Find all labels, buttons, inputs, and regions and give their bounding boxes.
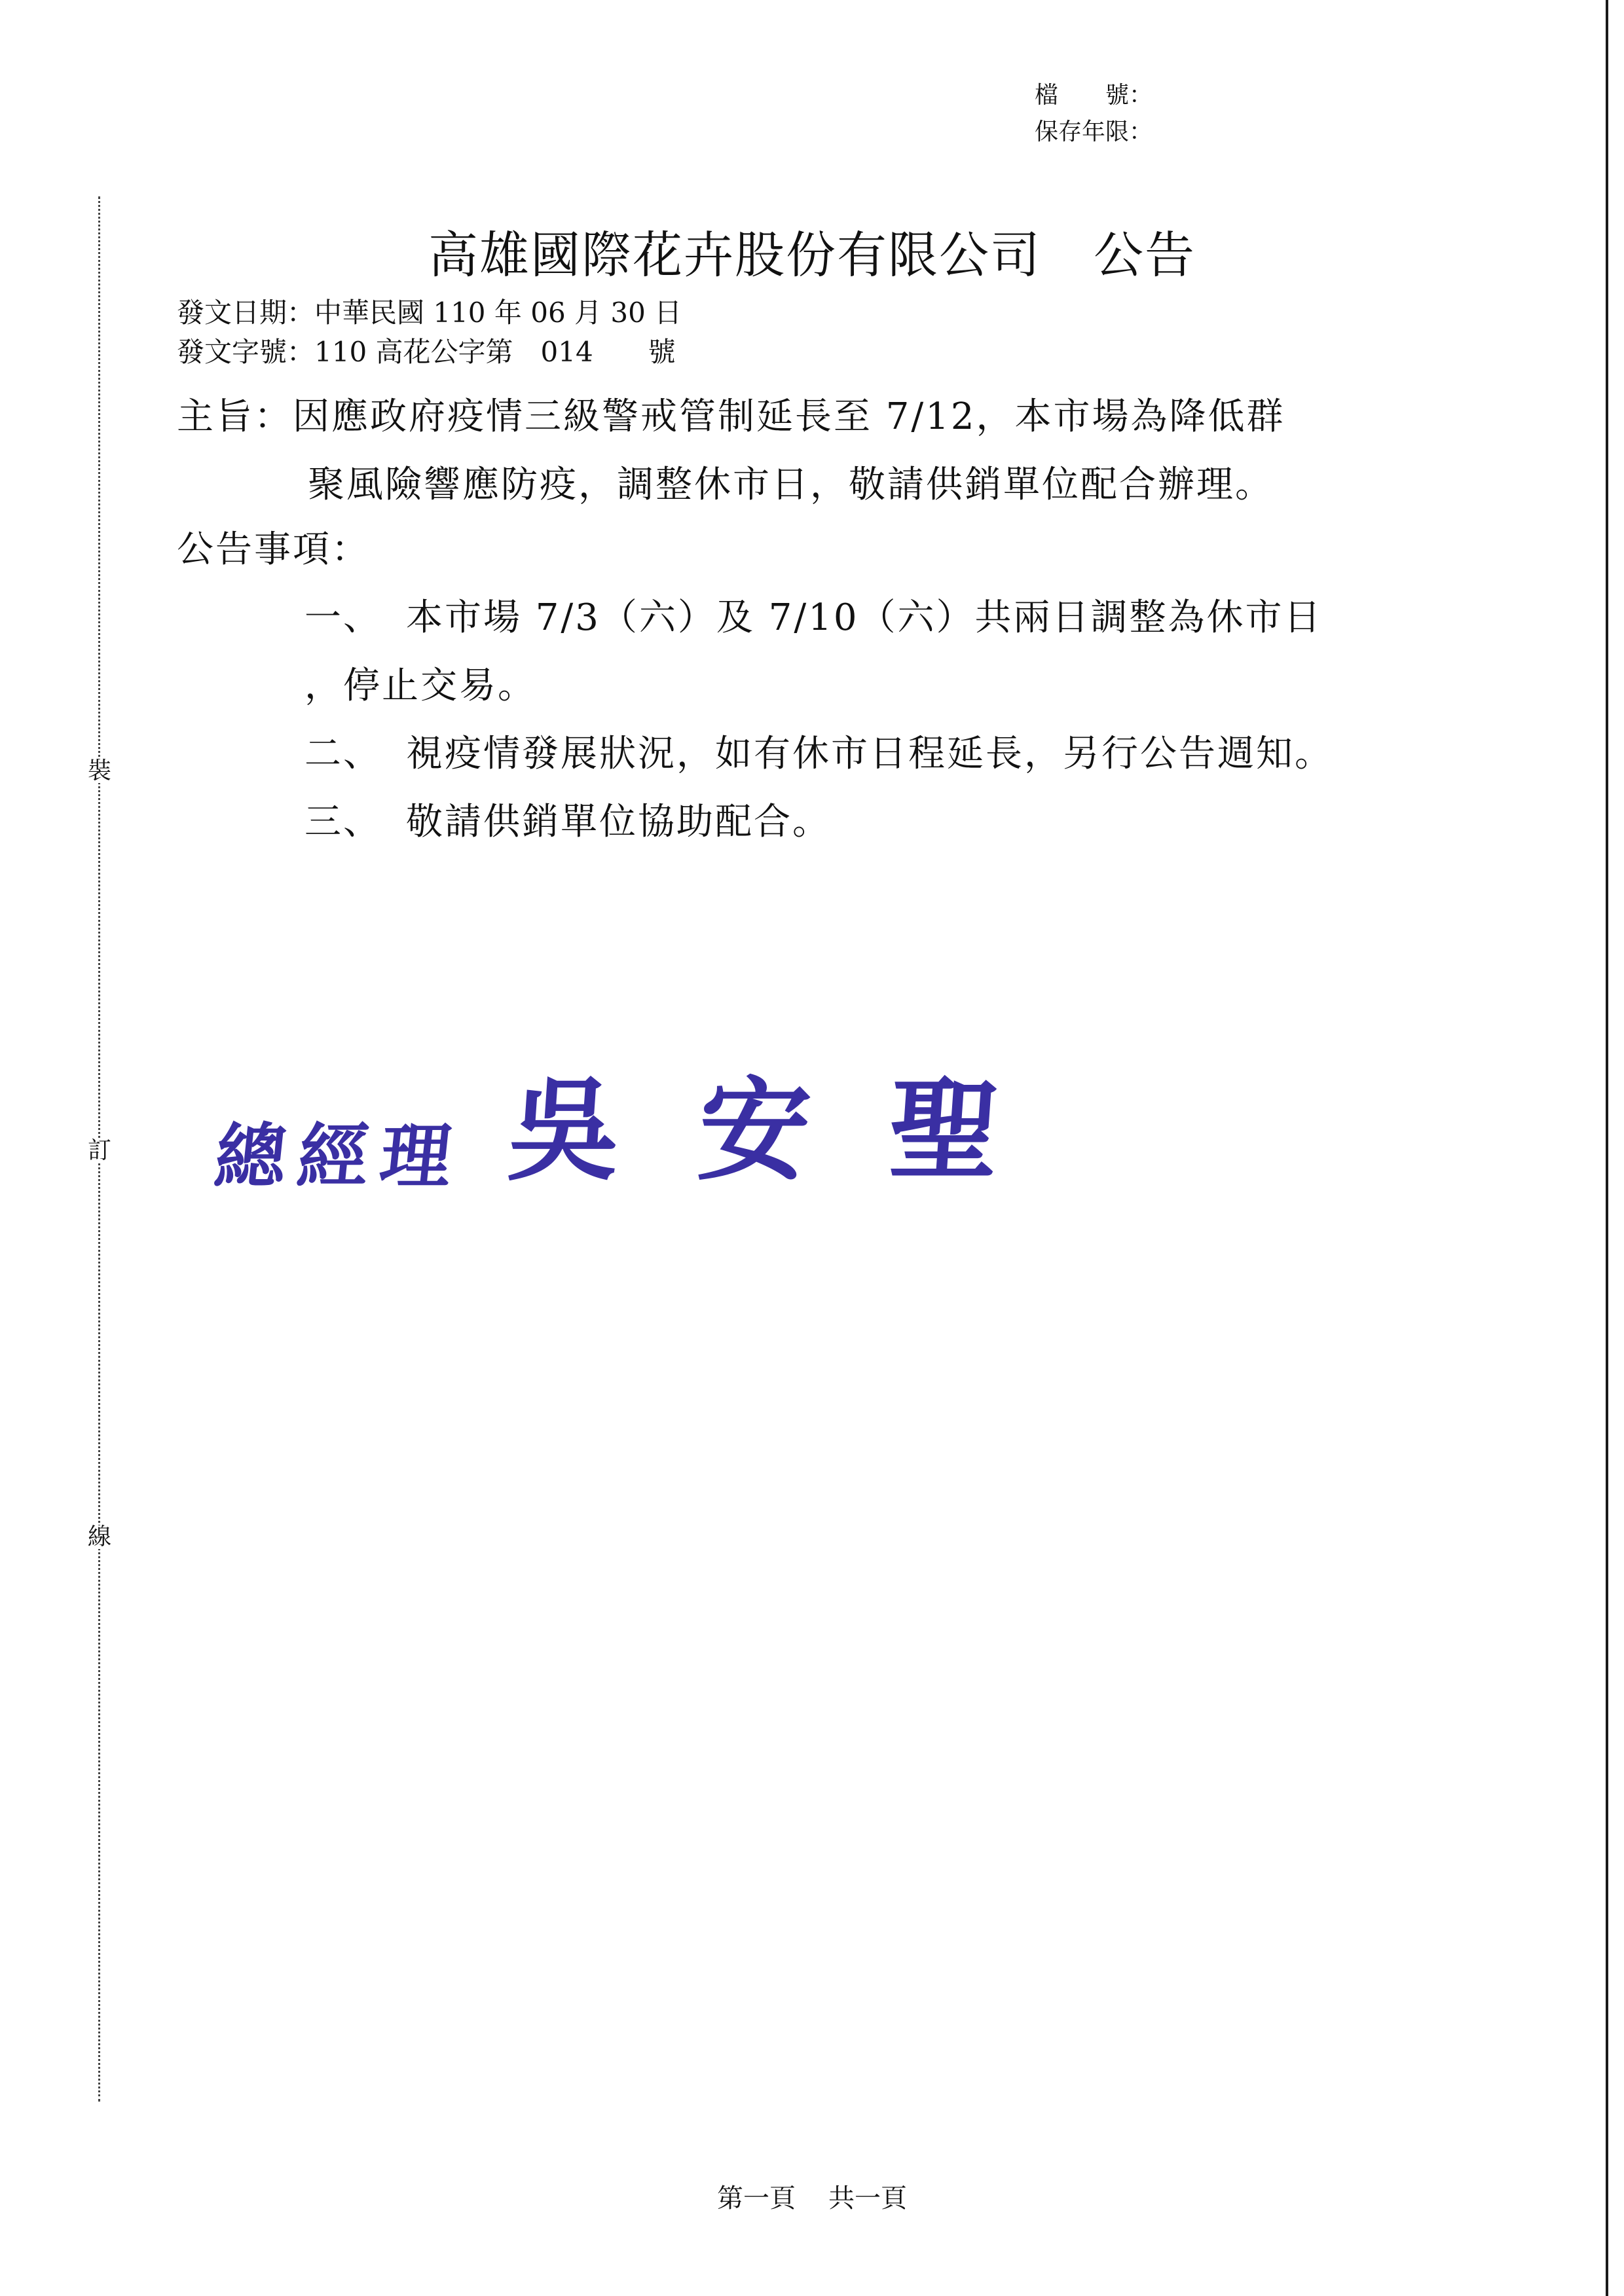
- manager-seal-stamp: [211, 1041, 1084, 1201]
- page-footer: [0, 2179, 1624, 2218]
- item-text: 敬請供銷單位協助配合。: [406, 801, 831, 843]
- item-number: 三、: [304, 801, 382, 843]
- file-number-label: 檔 號：: [1035, 82, 1153, 109]
- item-number: 一、: [304, 596, 382, 639]
- page-number: 第一頁: [717, 2183, 796, 2214]
- binding-char-ding: 訂: [87, 1137, 111, 1164]
- page-total: 共一頁: [828, 2183, 907, 2214]
- subject-block: [177, 383, 1285, 519]
- binding-char-xian: 線: [87, 1523, 111, 1550]
- file-info-box: [1035, 77, 1153, 151]
- issue-number: 發文字號：110 高花公字第 014 號: [177, 336, 676, 368]
- list-item: [304, 788, 1333, 856]
- item-number: 二、: [304, 733, 382, 775]
- list-item: [304, 584, 1333, 720]
- doc-meta: [177, 293, 682, 372]
- retention-label: 保存年限：: [1035, 118, 1153, 145]
- item-text: 視疫情發展狀況，如有休市日程延長，另行公告週知。: [406, 733, 1333, 775]
- scan-edge-line: [1606, 0, 1608, 2296]
- subject-line-2: 聚風險響應防疫，調整休市日，敬請供銷單位配合辦理。: [308, 464, 1274, 506]
- stamp-name: 吳安聖: [504, 1065, 1084, 1196]
- company-name: 高雄國際花卉股份有限公司: [428, 226, 1041, 284]
- issue-date: 發文日期：中華民國 110 年 06 月 30 日: [177, 297, 682, 329]
- stamp-title: 總經理: [211, 1116, 468, 1198]
- document-title: [0, 223, 1624, 288]
- item-text-continued: ，停止交易。: [304, 665, 536, 707]
- binding-char-zhuang: 裝: [87, 757, 111, 784]
- list-item: [304, 720, 1333, 788]
- item-text: 本市場 7/3（六）及 7/10（六）共兩日調整為休市日: [406, 596, 1323, 639]
- items-list: [304, 584, 1333, 856]
- doc-type: 公告: [1094, 226, 1196, 284]
- items-heading: 公告事項：: [177, 528, 370, 571]
- subject-line-1: 主旨：因應政府疫情三級警戒管制延長至 7/12，本市場為降低群: [177, 395, 1285, 438]
